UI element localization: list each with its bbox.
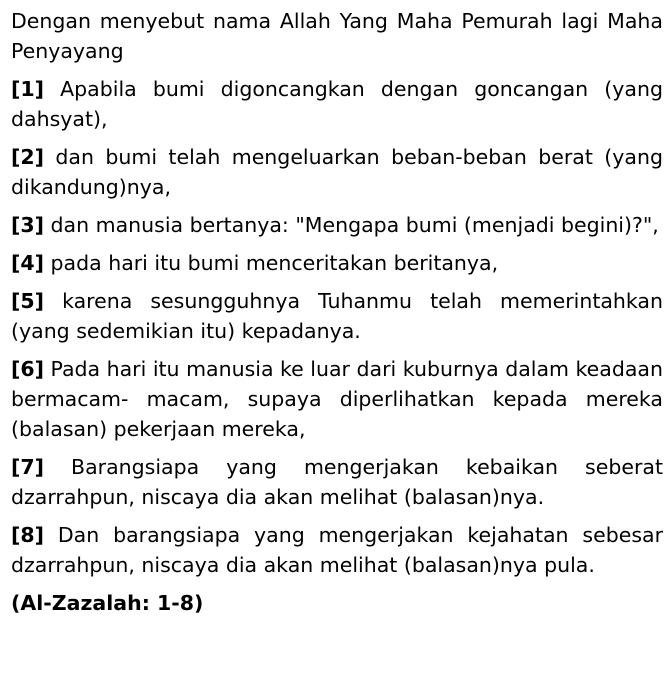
verse-2: [11, 142, 663, 202]
verse-3: [11, 210, 663, 240]
verse-text: Barangsiapa yang mengerjakan kebaikan seberat dzarrahpun, niscaya dia akan melihat (balasan)nya.: [11, 455, 663, 509]
verse-text: karena sesungguhnya Tuhanmu telah memerintahkan (yang sedemikian itu) kepadanya.: [11, 289, 663, 343]
verse-number: [7]: [11, 455, 45, 479]
verse-number: [2]: [11, 145, 45, 169]
verse-text: dan manusia bertanya: "Mengapa bumi (menjadi begini)?",: [44, 213, 659, 237]
verse-number: [5]: [11, 289, 45, 313]
verse-text: Pada hari itu manusia ke luar dari kuburnya dalam keadaan bermacam- macam, supaya diperlihatkan kepada mereka (balasan) pekerjaan mereka,: [11, 357, 663, 441]
verse-text: pada hari itu bumi menceritakan beritanya,: [44, 251, 499, 275]
surah-reference: (Al-Zazalah: 1-8): [11, 591, 204, 615]
verse-number: [4]: [11, 251, 45, 275]
verse-number: [6]: [11, 357, 45, 381]
verse-number: [1]: [11, 77, 45, 101]
bismillah-intro: Dengan menyebut nama Allah Yang Maha Pemurah lagi Maha Penyayang: [11, 9, 663, 63]
verse-number: [3]: [11, 213, 45, 237]
verse-text: Apabila bumi digoncangkan dengan goncangan (yang dahsyat),: [11, 77, 663, 131]
verse-number: [8]: [11, 523, 45, 547]
verse-text: Dan barangsiapa yang mengerjakan kejahatan sebesar dzarrahpun, niscaya dia akan melihat (balasan)nya pula.: [11, 523, 663, 577]
verse-8: [11, 520, 663, 580]
verse-6: [11, 354, 663, 444]
verse-5: [11, 286, 663, 346]
verse-4: [11, 248, 663, 278]
verse-text: dan bumi telah mengeluarkan beban-beban berat (yang dikandung)nya,: [11, 145, 663, 199]
verse-1: [11, 74, 663, 134]
verse-7: [11, 452, 663, 512]
